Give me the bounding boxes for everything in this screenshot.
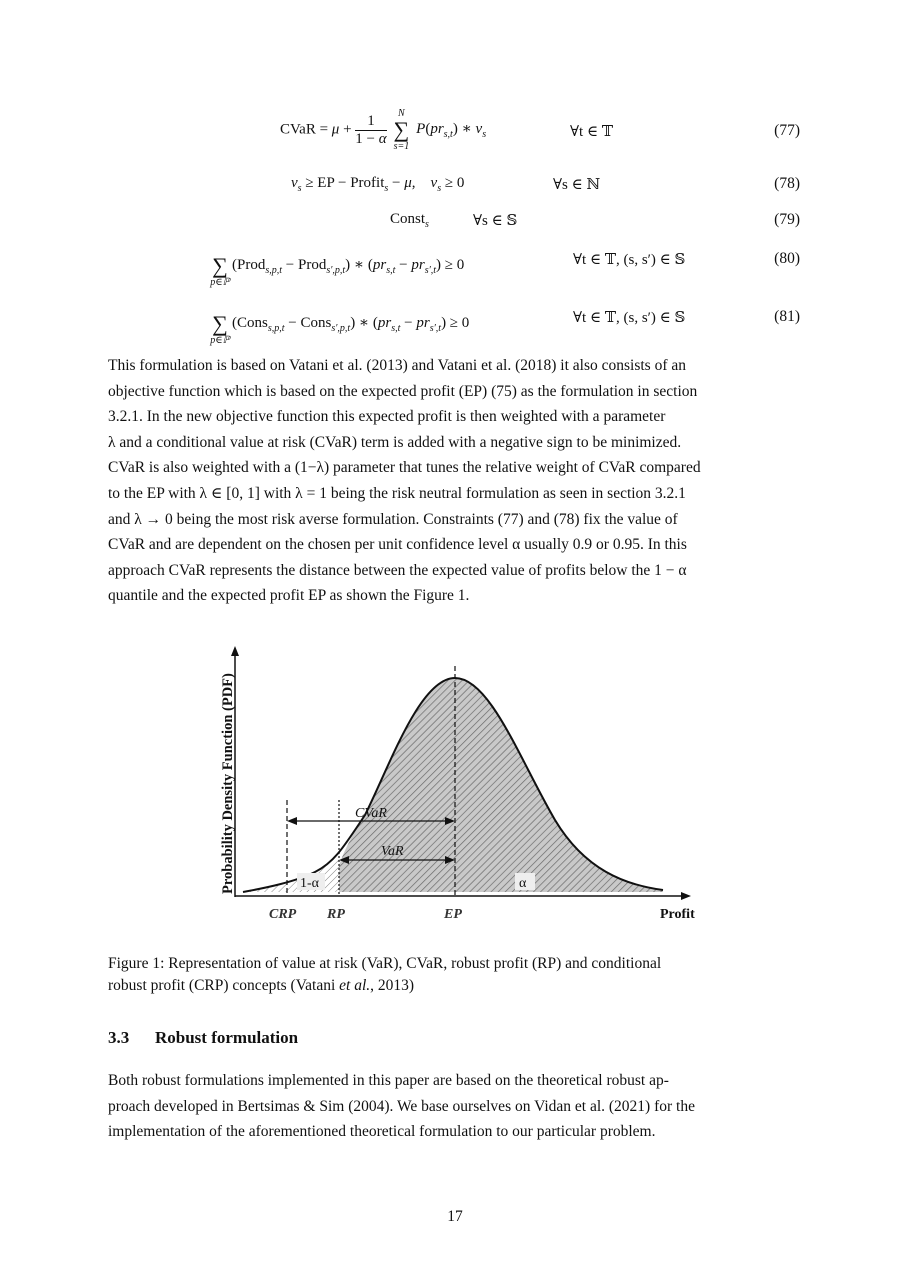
rp-tick-label: RP: [327, 907, 345, 922]
caption-line-2: [108, 975, 801, 997]
cvar-arrow-left: [287, 817, 297, 825]
equation-78: $v_s$ ≥ EP − Profit$_s$ − μ, $v_s \ge 0$: [291, 175, 465, 194]
equation-80: ∑ p∈ℙ (Prod$_{s,p,t}$ − Prod$_{s',p,t}$) ∗ $(pr_{s,t} - pr_{s',t}) \ge 0$: [210, 253, 465, 288]
section-paragraph: [108, 1068, 801, 1145]
body-line: λ and a conditional value at risk (CVaR) term is added with a negative sign to be minimized.: [108, 433, 682, 451]
cvar-figure: [205, 640, 700, 925]
equation-81-number: (81): [774, 308, 800, 325]
equation-79: Const$_s$: [390, 211, 429, 230]
body-paragraph: [108, 353, 801, 609]
y-axis-label: Probability Density Function (PDF): [220, 673, 236, 894]
equation-77-condition: ∀t ∈ 𝕋: [570, 124, 613, 140]
body-line: to the EP with λ ∈ [0, 1] with λ = 1 being the risk neutral formulation as seen in section 3.2.1: [108, 484, 686, 502]
crp-tick-label: CRP: [269, 907, 297, 922]
body-line: and λ → 0 being the most risk averse formulation. Constraints (77) and (78) fix the value of: [108, 510, 678, 528]
body-line: This formulation is based on Vatani et al. (2013) and Vatani et al. (2018) it also consists of an: [108, 357, 686, 374]
section-heading: [108, 1028, 298, 1048]
equation-80-number: (80): [774, 250, 800, 267]
section-line: implementation of the aforementioned theoretical formulation to our particular problem.: [108, 1123, 656, 1141]
var-label: VaR: [381, 844, 404, 859]
ep-tick-label: EP: [444, 907, 462, 922]
body-line: CVaR and are dependent on the chosen per unit confidence level α usually 0.9 or 0.95. In this: [108, 536, 687, 554]
caption-line-1: Figure 1: Representation of value at risk (VaR), CVaR, robust profit (RP) and conditional: [108, 955, 662, 972]
section-number: 3.3: [108, 1028, 130, 1047]
equation-79-condition: ∀s ∈ 𝕊: [473, 213, 518, 229]
tail-label: 1-α: [300, 876, 319, 891]
caption-et-al: et al.: [339, 977, 371, 994]
alpha-label: α: [519, 876, 527, 891]
equation-81: ∑ p∈ℙ (Cons$_{s,p,t}$ − Cons$_{s',p,t}$) ∗ $(pr_{s,t} - pr_{s',t}) \ge 0$: [210, 311, 470, 346]
equation-78-condition: ∀s ∈ ℕ: [553, 177, 601, 193]
equation-81-condition: ∀t ∈ 𝕋, (s, s′) ∈ 𝕊: [573, 310, 686, 326]
figure-caption: [108, 953, 801, 997]
body-line: quantile and the expected profit EP as shown the Figure 1.: [108, 587, 470, 605]
cvar-label: CVaR: [355, 806, 387, 821]
body-line: approach CVaR represents the distance between the expected value of profits below the 1 − α: [108, 561, 687, 579]
section-line: Both robust formulations implemented in this paper are based on the theoretical robust ap-: [108, 1072, 669, 1089]
caption-text: robust profit (CRP) concepts (Vatani: [108, 977, 340, 994]
caption-text-end: , 2013): [370, 977, 415, 994]
body-line: objective function which is based on the expected profit (EP) (75) as the formulation in section: [108, 382, 698, 400]
body-line: 3.2.1. In the new objective function this expected profit is then weighted with a parameter: [108, 408, 666, 426]
page-number: 17: [447, 1208, 463, 1225]
equation-77-number: (77): [774, 122, 800, 139]
equation-79-number: (79): [774, 211, 800, 228]
equation-80-condition: ∀t ∈ 𝕋, (s, s′) ∈ 𝕊: [573, 252, 686, 268]
y-axis-arrow: [231, 646, 239, 656]
equation-77: CVaR = μ + $\frac{1}{1 - \alpha}$ N ∑ s=1 $P(pr_{s,t})$ ∗ $v_s$: [280, 108, 487, 152]
section-line: proach developed in Bertsimas & Sim (2004). We base ourselves on Vidan et al. (2021) for the: [108, 1097, 695, 1115]
x-axis-label: Profit: [660, 907, 695, 922]
equation-78-number: (78): [774, 175, 800, 192]
body-line: CVaR is also weighted with a (1−λ) parameter that tunes the relative weight of CVaR compared: [108, 459, 701, 477]
section-title: Robust formulation: [155, 1028, 299, 1047]
x-axis-arrow: [681, 892, 691, 900]
